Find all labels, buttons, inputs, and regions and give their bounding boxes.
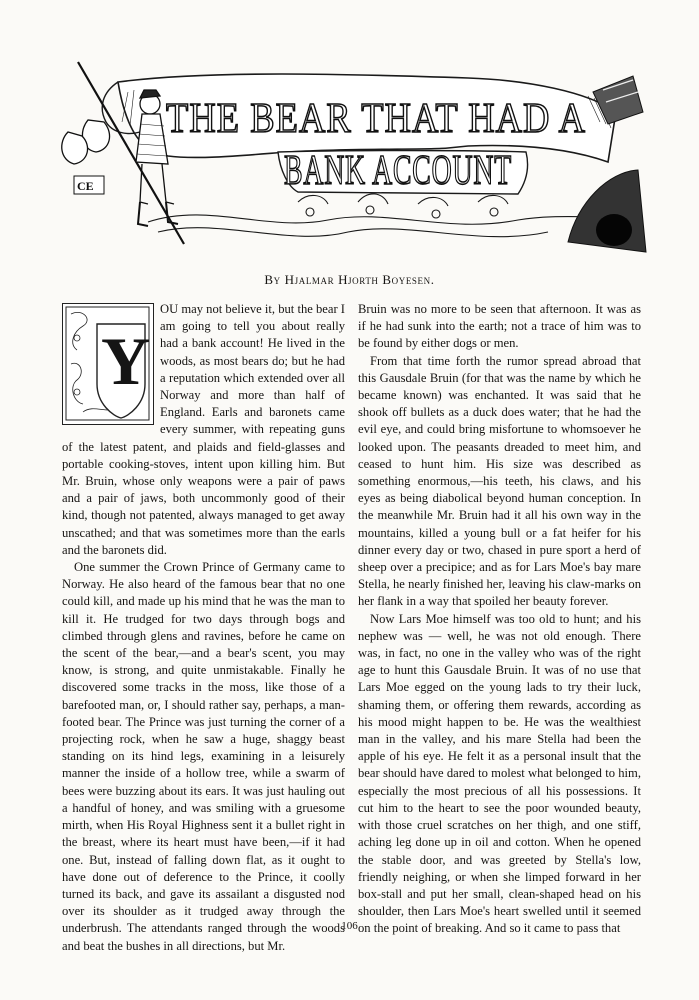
dropcap-ornament-icon [63,304,152,423]
paragraph: OU may not believe it, but the bear I am going to tell you about really had a bank account! He lived in the woods, as most bears do; but he had a reputation which extended over all Norway and more than half of England. Earls and baronets came every summer, with repeating guns of the latest patent, and plaids and field-glasses and portable cooking-stoves, intent upon killing him. But Mr. Bruin, whose only weapons were a pair of paws and a pair of jaws, both uncommonly good of their kind, though not patented, always managed to get away unscathed; and that was sometimes more than the earls and the baronets did. [62,302,346,557]
paragraph: One summer the Crown Prince of Germany came to Norway. He also heard of the famous bear that no one could kill, and made up his mind that he was the man to kill it. He trudged for two days through bogs and climbed through glens and ravines, before he came on the scent of the bear,—and a bear's scent, you may know, is strong, and quite unmistakable. Finally he discovered some tracks in the moss, like those of a barefooted man, or, I should rather say, perhaps, a man-footed bear. The Prince was just turning the corner of a projecting rock, when he saw a huge, shaggy beast standing on its hind legs, examining in a leisurely manner the inside of a hollow tree, while a swarm of bees were buzzing about its ears. It was just hauling out a handful of honey, and was smiling with a gruesome mirth, when His Royal Highness sent it a bullet right in the breast, where its heart must have been,—if it had one. But, instead of falling down flat, as it ought to have done out of deference to the Prince, it coolly turned its back, and gave its assailant a disgusted nod over its shoulder as it trudged away through the underbrush. The attendants ranged through the woods and beat the bushes in all directions, but Mr. [62,560,345,953]
dropcap-letter: Y [101,323,151,399]
monogram-text: CE [77,179,94,193]
left-text-column [62,301,345,955]
author-byline: By Hjalmar Hjorth Boyesen. [264,272,435,287]
paragraph: Now Lars Moe himself was too old to hunt; and his nephew was — well, he was not old enough. There was, in fact, no one in the valley who was of the right age to hunt this Gausdale Bruin. It was of no use that Lars Moe egged on the young lads to try their luck, shaming them, or offering them rewards, according as his mood might happen to be. He was the wealthiest man in the valley, and his mare Stella had been the apple of his eye. He felt it as a personal insult that the bear should have dared to molest what belonged to him, especially the most precious of all his possessions. It cut him to the heart to see the poor wounded beauty, with those cruel scratches on her thigh, and one stiff, aching leg done up in oil and cotton. When he opened the stable door, and was greeted by Stella's low, friendly neighing, or when she limped forward in her box-stall and put her small, clean-shaped head on his shoulder, then Lars Moe's heart swelled until it seemed on the point of breaking. And so it came to pass that [358,611,641,936]
right-text-column [358,301,641,938]
paragraph: From that time forth the rumor spread abroad that this Gausdale Bruin (for that was the name by which he became known) was enchanted. It was said that he shook off bullets as a duck does water; that he had the evil eye, and could bring misfortune to whomsoever he looked upon. The peasants dreaded to meet him, and ceased to hunt him. His size was described as something enormous,—his teeth, his claws, and his eyes as being diabolical beyond human conception. In the meanwhile Mr. Bruin had it all his own way in the mountains, killed a young bull or a fat heifer for his dinner every day or two, chased in pure sport a herd of sheep over a precipice; and as for Lars Moe's bay mare Stella, he nearly finished her, leaving his claw-marks on her flank in a way that spoiled her beauty forever. [358,353,641,609]
paragraph: Bruin was no more to be seen that afternoon. It was as if he had sunk into the earth; not a trace of him was to be found by either dogs or men. [358,302,641,351]
decorative-dropcap [62,303,154,425]
title-line-1: THE BEAR THAT HAD A [166,96,586,142]
page-number: 106 [341,920,358,932]
title-line-2: BANK ACCOUNT [284,148,512,194]
title-banner-illustration [48,52,648,262]
